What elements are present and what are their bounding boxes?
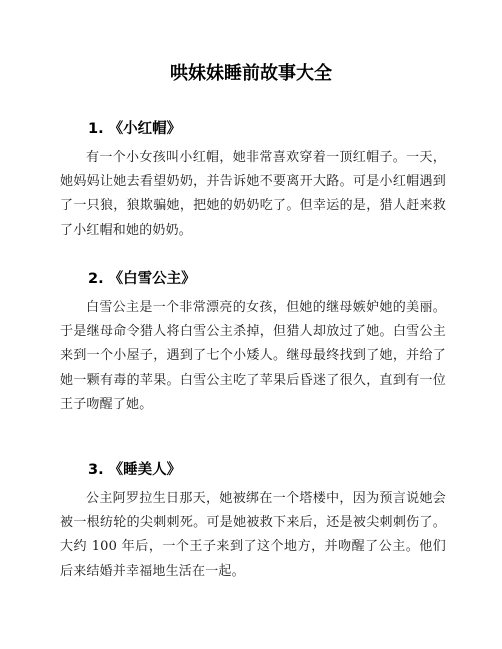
section-heading: 1. 《小红帽》: [88, 121, 182, 137]
story-section-snow-white: [60, 270, 446, 417]
story-section-little-red-riding-hood: [60, 120, 446, 243]
section-body: 白雪公主是一个非常漂亮的女孩，但她的继母嫉妒她的美丽。于是继母命令猎人将白雪公主杀掉，但猎人却放过了她。白雪公主来到一个小屋子，遇到了七个小矮人。继母最终找到了她，并给了她一颗有毒的苹果。白雪公主吃了苹果后昏迷了很久，直到有一位王子吻醒了她。: [60, 300, 446, 412]
story-section-sleeping-beauty: [60, 461, 446, 584]
section-heading: 2. 《白雪公主》: [88, 271, 196, 287]
section-heading: 3. 《睡美人》: [88, 462, 182, 478]
section-body: 有一个小女孩叫小红帽，她非常喜欢穿着一顶红帽子。一天，她妈妈让她去看望奶奶，并告诉她不要离开大路。可是小红帽遇到了一只狼，狼欺骗她，把她的奶奶吃了。但幸运的是，猎人赶来救了小红帽和她的奶奶。: [60, 150, 446, 238]
section-body: 公主阿罗拉生日那天，她被绑在一个塔楼中，因为预言说她会被一根纺轮的尖刺刺死。可是她被救下来后，还是被尖刺刺伤了。大约 100 年后，一个王子来到了这个地方，并吻醒了公主。他们后来结婚并幸福地生活在一起。: [60, 491, 446, 579]
document-title: 哄妹妹睡前故事大全: [170, 63, 332, 84]
